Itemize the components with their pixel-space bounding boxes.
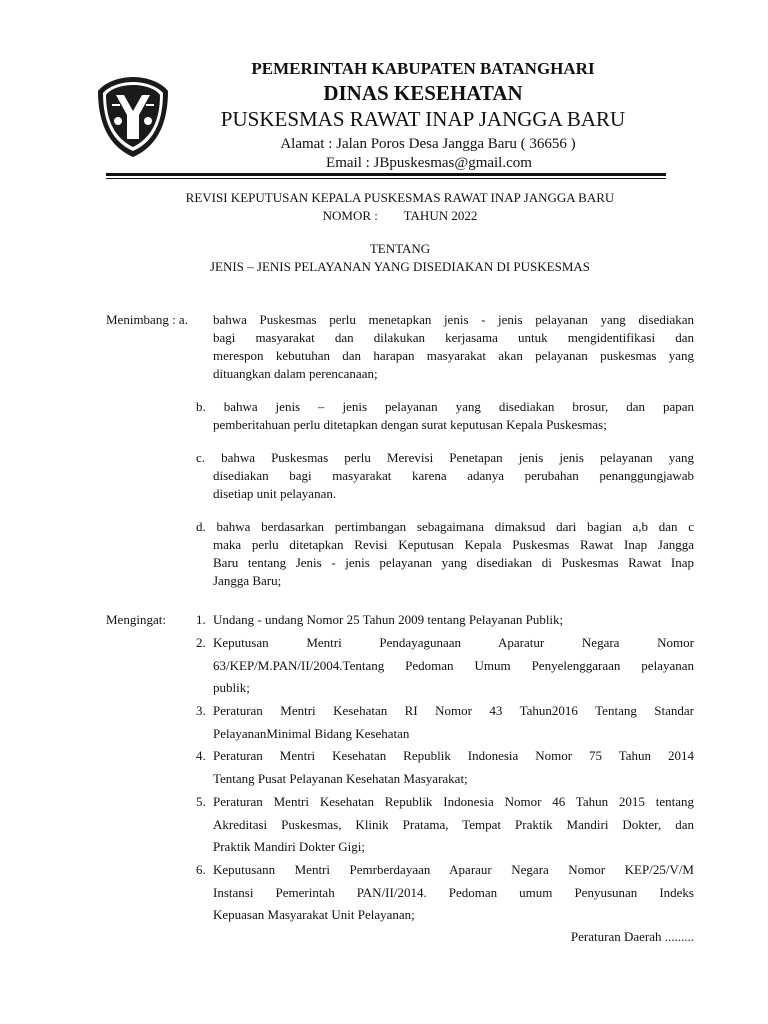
office-name: DINAS KESEHATAN (323, 81, 523, 105)
menimbang-item-b: b. bahwa jenis – jenis pelayanan yang disediakan brosur, dan papan pemberitahuan perlu ditetapkan dengan surat keputusan Kepala Puskesmas; (196, 399, 694, 432)
menimbang-item-a: bahwa Puskesmas perlu menetapkan jenis - jenis pelayanan yang disediakan bagi masyarakat dan dilakukan kerjasama untuk mengidentifikasi dan merespon kebutuhan dan harapan masyarakat akan pelayanan puskesmas yang dituangkan dalam perencanaan; (213, 312, 694, 381)
menimbang-label: Menimbang : a. (106, 312, 188, 327)
continuation-note: Peraturan Daerah ......... (570, 929, 694, 944)
mengingat-num-5: 5. (196, 794, 206, 809)
mengingat-item-2: Keputusan Mentri Pendayagunaan Aparatur Negara Nomor 63/KEP/M.PAN/II/2004.Tentang Pedoman Umum Penyelenggaraan pelayanan publik; (213, 635, 694, 695)
mengingat-item-5: Peraturan Mentri Kesehatan Republik Indonesia Nomor 46 Tahun 2015 tentang Akreditasi Puskesmas, Klinik Pratama, Tempat Praktik Mandiri Dokter, dan Praktik Mandiri Dokter Gigi; (213, 794, 694, 854)
batanghari-emblem-icon (96, 75, 170, 159)
mengingat-num-4: 4. (196, 748, 206, 763)
mengingat-num-3: 3. (196, 703, 206, 718)
decree-title: REVISI KEPUTUSAN KEPALA PUSKESMAS RAWAT INAP JANGGA BARU (185, 190, 615, 205)
letterhead-divider-thin (106, 178, 666, 179)
decree-subject: JENIS – JENIS PELAYANAN YANG DISEDIAKAN DI PUSKESMAS (209, 259, 591, 274)
address-line: Alamat : Jalan Poros Desa Jangga Baru ( 36656 ) (280, 136, 576, 152)
decree-number: NOMOR : TAHUN 2022 (322, 208, 478, 223)
menimbang-item-d: d. bahwa berdasarkan pertimbangan sebagaimana dimaksud dari bagian a,b dan c maka perlu ditetapkan Revisi Keputusan Kepala Puskesmas Rawat Inap Jangga Baru tentang Jenis - jenis pelayanan yang disediakan di Puskesmas Rawat Inap Jangga Baru; (196, 519, 694, 588)
government-name: PEMERINTAH KABUPATEN BATANGHARI (251, 59, 595, 78)
menimbang-item-c: c. bahwa Puskesmas perlu Merevisi Penetapan jenis jenis pelayanan yang disediakan bagi masyarakat karena adanya perubahan penanggungjawab disetiap unit pelayanan. (196, 450, 694, 501)
mengingat-num-2: 2. (196, 635, 206, 650)
mengingat-num-6: 6. (196, 862, 206, 877)
tentang-heading: TENTANG (369, 241, 431, 256)
letterhead (180, 58, 666, 173)
mengingat-item-4: Peraturan Mentri Kesehatan Republik Indonesia Nomor 75 Tahun 2014 Tentang Pusat Pelayanan Kesehatan Masyarakat; (213, 748, 694, 786)
mengingat-item-6: Keputusann Mentri Pemrberdayaan Aparaur Negara Nomor KEP/25/V/M Instansi Pemerintah PAN/II/2014. Pedoman umum Penyusunan Indeks Kepuasan Masyarakat Unit Pelayanan; (213, 862, 694, 922)
mengingat-item-1: Undang - undang Nomor 25 Tahun 2009 tentang Pelayanan Publik; (213, 612, 564, 627)
mengingat-item-3: Peraturan Mentri Kesehatan RI Nomor 43 Tahun2016 Tentang Standar PelayananMinimal Bidang Kesehatan (213, 703, 694, 741)
mengingat-label: Mengingat: (106, 612, 166, 627)
letterhead-divider (106, 173, 666, 176)
mengingat-num-1: 1. (196, 612, 206, 627)
institution-name: PUSKESMAS RAWAT INAP JANGGA BARU (220, 107, 626, 131)
email-line: Email : JBpuskesmas@gmail.com (326, 155, 532, 171)
